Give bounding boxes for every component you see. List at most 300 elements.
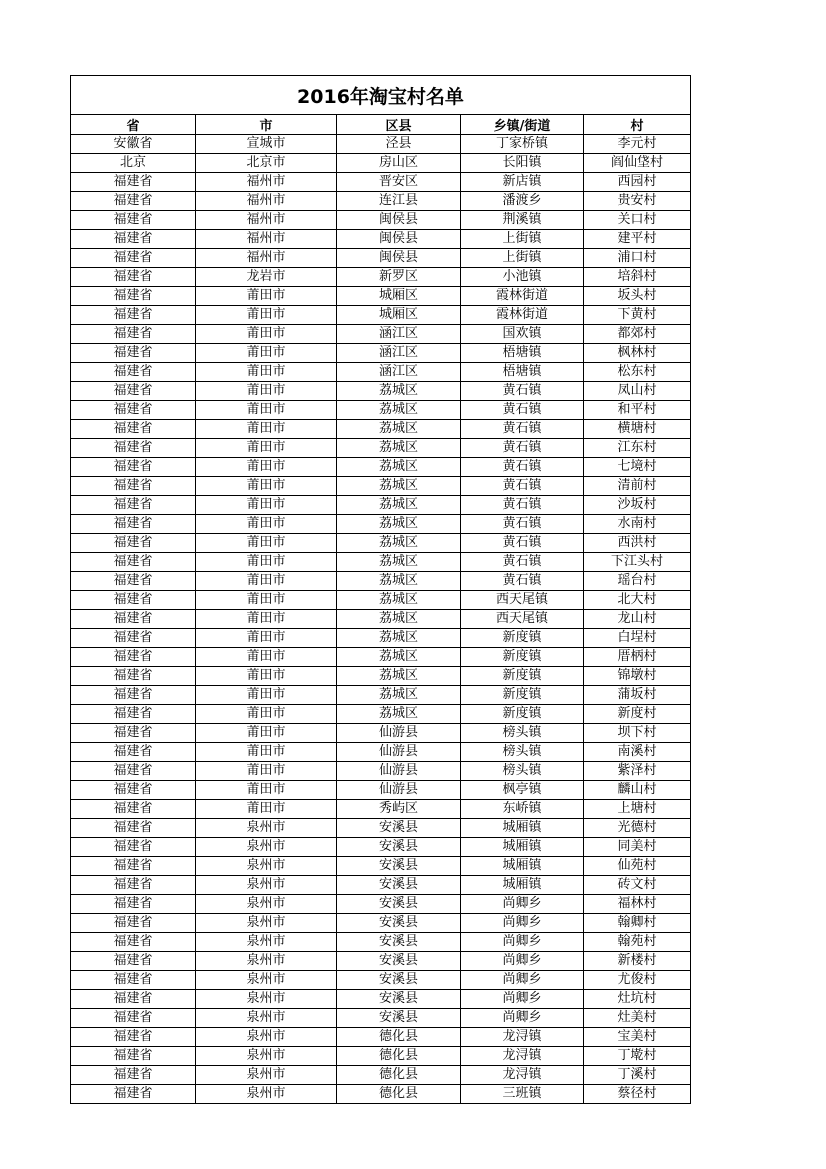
table-row (71, 743, 691, 762)
village-cell: 丁溪村 (584, 1066, 691, 1085)
village-cell: 下江头村 (584, 553, 691, 572)
province-cell: 福建省 (71, 914, 196, 933)
city-cell: 福州市 (196, 230, 337, 249)
city-cell: 泉州市 (196, 819, 337, 838)
village-cell: 坝下村 (584, 724, 691, 743)
village-cell: 江东村 (584, 439, 691, 458)
district-cell: 荔城区 (337, 382, 461, 401)
province-cell: 福建省 (71, 496, 196, 515)
village-cell: 坂头村 (584, 287, 691, 306)
district-cell: 安溪县 (337, 952, 461, 971)
table-row (71, 363, 691, 382)
table-row (71, 249, 691, 268)
town-cell: 尚卿乡 (461, 1009, 584, 1028)
city-cell: 泉州市 (196, 1066, 337, 1085)
province-cell: 福建省 (71, 363, 196, 382)
district-cell: 荔城区 (337, 610, 461, 629)
city-cell: 莆田市 (196, 534, 337, 553)
table-row (71, 534, 691, 553)
table-row (71, 838, 691, 857)
table-row (71, 458, 691, 477)
province-cell: 福建省 (71, 344, 196, 363)
city-cell: 北京市 (196, 154, 337, 173)
province-cell: 福建省 (71, 610, 196, 629)
village-cell: 水南村 (584, 515, 691, 534)
village-cell: 福林村 (584, 895, 691, 914)
town-cell: 黄石镇 (461, 496, 584, 515)
town-cell: 上街镇 (461, 230, 584, 249)
city-cell: 莆田市 (196, 496, 337, 515)
city-cell: 龙岩市 (196, 268, 337, 287)
province-cell: 福建省 (71, 1085, 196, 1104)
district-cell: 安溪县 (337, 990, 461, 1009)
table-row (71, 933, 691, 952)
city-cell: 泉州市 (196, 1047, 337, 1066)
province-cell: 福建省 (71, 838, 196, 857)
village-cell: 西洪村 (584, 534, 691, 553)
district-cell: 荔城区 (337, 401, 461, 420)
city-cell: 莆田市 (196, 420, 337, 439)
header-row (71, 115, 691, 135)
column-header-city: 市 (196, 115, 337, 135)
province-cell: 福建省 (71, 534, 196, 553)
province-cell: 福建省 (71, 211, 196, 230)
village-cell: 光德村 (584, 819, 691, 838)
town-cell: 黄石镇 (461, 401, 584, 420)
table-row (71, 173, 691, 192)
district-cell: 城厢区 (337, 306, 461, 325)
province-cell: 北京 (71, 154, 196, 173)
town-cell: 新度镇 (461, 648, 584, 667)
district-cell: 闽侯县 (337, 211, 461, 230)
district-cell: 安溪县 (337, 933, 461, 952)
town-cell: 黄石镇 (461, 420, 584, 439)
district-cell: 荔城区 (337, 686, 461, 705)
city-cell: 莆田市 (196, 439, 337, 458)
town-cell: 东峤镇 (461, 800, 584, 819)
district-cell: 荔城区 (337, 496, 461, 515)
town-cell: 枫亭镇 (461, 781, 584, 800)
village-cell: 白埕村 (584, 629, 691, 648)
table-row (71, 515, 691, 534)
district-cell: 荔城区 (337, 458, 461, 477)
table-row (71, 325, 691, 344)
district-cell: 仙游县 (337, 743, 461, 762)
city-cell: 莆田市 (196, 553, 337, 572)
table-row (71, 819, 691, 838)
village-cell: 翰卿村 (584, 914, 691, 933)
town-cell: 小池镇 (461, 268, 584, 287)
district-cell: 晋安区 (337, 173, 461, 192)
town-cell: 西天尾镇 (461, 591, 584, 610)
town-cell: 龙浔镇 (461, 1047, 584, 1066)
province-cell: 福建省 (71, 458, 196, 477)
table-row (71, 287, 691, 306)
district-cell: 城厢区 (337, 287, 461, 306)
village-cell: 瑶台村 (584, 572, 691, 591)
city-cell: 福州市 (196, 211, 337, 230)
town-cell: 黄石镇 (461, 572, 584, 591)
province-cell: 福建省 (71, 781, 196, 800)
town-cell: 上街镇 (461, 249, 584, 268)
district-cell: 荔城区 (337, 477, 461, 496)
district-cell: 荔城区 (337, 629, 461, 648)
city-cell: 莆田市 (196, 781, 337, 800)
province-cell: 福建省 (71, 1009, 196, 1028)
table-row (71, 667, 691, 686)
town-cell: 黄石镇 (461, 477, 584, 496)
province-cell: 福建省 (71, 895, 196, 914)
district-cell: 荔城区 (337, 591, 461, 610)
province-cell: 福建省 (71, 724, 196, 743)
province-cell: 福建省 (71, 667, 196, 686)
table-row (71, 952, 691, 971)
city-cell: 莆田市 (196, 591, 337, 610)
province-cell: 福建省 (71, 800, 196, 819)
village-cell: 龙山村 (584, 610, 691, 629)
city-cell: 莆田市 (196, 629, 337, 648)
district-cell: 荔城区 (337, 420, 461, 439)
village-cell: 建平村 (584, 230, 691, 249)
city-cell: 莆田市 (196, 572, 337, 591)
village-cell: 新度村 (584, 705, 691, 724)
city-cell: 莆田市 (196, 667, 337, 686)
city-cell: 泉州市 (196, 1085, 337, 1104)
table-row (71, 914, 691, 933)
district-cell: 安溪县 (337, 895, 461, 914)
village-cell: 枫林村 (584, 344, 691, 363)
table-row (71, 1028, 691, 1047)
district-cell: 闽侯县 (337, 230, 461, 249)
village-cell: 上塘村 (584, 800, 691, 819)
district-cell: 房山区 (337, 154, 461, 173)
town-cell: 榜头镇 (461, 762, 584, 781)
city-cell: 泉州市 (196, 971, 337, 990)
district-cell: 荔城区 (337, 439, 461, 458)
town-cell: 新度镇 (461, 705, 584, 724)
column-header-village: 村 (584, 115, 691, 135)
town-cell: 尚卿乡 (461, 933, 584, 952)
village-cell: 下黄村 (584, 306, 691, 325)
table-row (71, 1009, 691, 1028)
city-cell: 莆田市 (196, 705, 337, 724)
town-cell: 潘渡乡 (461, 192, 584, 211)
village-cell: 新楼村 (584, 952, 691, 971)
village-cell: 同美村 (584, 838, 691, 857)
table-row (71, 781, 691, 800)
city-cell: 莆田市 (196, 344, 337, 363)
town-cell: 霞林街道 (461, 306, 584, 325)
village-cell: 横塘村 (584, 420, 691, 439)
city-cell: 莆田市 (196, 306, 337, 325)
table-row (71, 1066, 691, 1085)
table-row (71, 572, 691, 591)
village-cell: 灶美村 (584, 1009, 691, 1028)
district-cell: 荔城区 (337, 534, 461, 553)
village-cell: 凤山村 (584, 382, 691, 401)
district-cell: 仙游县 (337, 762, 461, 781)
village-cell: 紫泽村 (584, 762, 691, 781)
district-cell: 德化县 (337, 1047, 461, 1066)
province-cell: 福建省 (71, 952, 196, 971)
table-row (71, 135, 691, 154)
table-row (71, 1047, 691, 1066)
village-cell: 关口村 (584, 211, 691, 230)
district-cell: 涵江区 (337, 344, 461, 363)
town-cell: 城厢镇 (461, 876, 584, 895)
province-cell: 福建省 (71, 743, 196, 762)
city-cell: 莆田市 (196, 648, 337, 667)
village-cell: 清前村 (584, 477, 691, 496)
province-cell: 福建省 (71, 173, 196, 192)
province-cell: 福建省 (71, 401, 196, 420)
district-cell: 仙游县 (337, 781, 461, 800)
town-cell: 龙浔镇 (461, 1028, 584, 1047)
city-cell: 莆田市 (196, 382, 337, 401)
table-row (71, 382, 691, 401)
province-cell: 福建省 (71, 553, 196, 572)
district-cell: 德化县 (337, 1085, 461, 1104)
table-row (71, 192, 691, 211)
table-row (71, 306, 691, 325)
province-cell: 福建省 (71, 572, 196, 591)
city-cell: 泉州市 (196, 895, 337, 914)
town-cell: 城厢镇 (461, 819, 584, 838)
village-cell: 厝柄村 (584, 648, 691, 667)
village-cell: 南溪村 (584, 743, 691, 762)
table-row (71, 876, 691, 895)
district-cell: 安溪县 (337, 819, 461, 838)
village-cell: 浦口村 (584, 249, 691, 268)
province-cell: 福建省 (71, 268, 196, 287)
district-cell: 德化县 (337, 1066, 461, 1085)
town-cell: 尚卿乡 (461, 895, 584, 914)
district-cell: 荔城区 (337, 667, 461, 686)
district-cell: 荔城区 (337, 515, 461, 534)
table-title: 2016年淘宝村名单 (71, 76, 691, 115)
province-cell: 福建省 (71, 1028, 196, 1047)
province-cell: 福建省 (71, 591, 196, 610)
village-cell: 北大村 (584, 591, 691, 610)
province-cell: 福建省 (71, 306, 196, 325)
province-cell: 福建省 (71, 287, 196, 306)
city-cell: 宣城市 (196, 135, 337, 154)
city-cell: 莆田市 (196, 610, 337, 629)
district-cell: 荔城区 (337, 553, 461, 572)
province-cell: 福建省 (71, 439, 196, 458)
city-cell: 莆田市 (196, 800, 337, 819)
table-row (71, 857, 691, 876)
province-cell: 福建省 (71, 1047, 196, 1066)
city-cell: 莆田市 (196, 363, 337, 382)
district-cell: 安溪县 (337, 914, 461, 933)
province-cell: 福建省 (71, 515, 196, 534)
town-cell: 榜头镇 (461, 743, 584, 762)
table-row (71, 344, 691, 363)
town-cell: 丁家桥镇 (461, 135, 584, 154)
town-cell: 国欢镇 (461, 325, 584, 344)
column-header-town: 乡镇/街道 (461, 115, 584, 135)
city-cell: 莆田市 (196, 724, 337, 743)
city-cell: 莆田市 (196, 401, 337, 420)
village-cell: 灶坑村 (584, 990, 691, 1009)
village-cell: 李元村 (584, 135, 691, 154)
table-row (71, 990, 691, 1009)
column-header-district: 区县 (337, 115, 461, 135)
town-cell: 三班镇 (461, 1085, 584, 1104)
city-cell: 福州市 (196, 249, 337, 268)
table-row (71, 610, 691, 629)
city-cell: 莆田市 (196, 458, 337, 477)
town-cell: 梧塘镇 (461, 344, 584, 363)
town-cell: 尚卿乡 (461, 952, 584, 971)
village-cell: 培斜村 (584, 268, 691, 287)
province-cell: 福建省 (71, 192, 196, 211)
table-row (71, 895, 691, 914)
town-cell: 新度镇 (461, 686, 584, 705)
district-cell: 安溪县 (337, 857, 461, 876)
town-cell: 黄石镇 (461, 458, 584, 477)
province-cell: 福建省 (71, 1066, 196, 1085)
table-row (71, 477, 691, 496)
table-row (71, 496, 691, 515)
village-cell: 西园村 (584, 173, 691, 192)
town-cell: 梧塘镇 (461, 363, 584, 382)
city-cell: 福州市 (196, 192, 337, 211)
village-cell: 贵安村 (584, 192, 691, 211)
province-cell: 福建省 (71, 648, 196, 667)
table-row (71, 1085, 691, 1104)
province-cell: 福建省 (71, 249, 196, 268)
district-cell: 闽侯县 (337, 249, 461, 268)
village-cell: 丁墘村 (584, 1047, 691, 1066)
town-cell: 黄石镇 (461, 534, 584, 553)
village-cell: 七境村 (584, 458, 691, 477)
province-cell: 福建省 (71, 990, 196, 1009)
province-cell: 福建省 (71, 933, 196, 952)
city-cell: 泉州市 (196, 990, 337, 1009)
table-row (71, 439, 691, 458)
town-cell: 城厢镇 (461, 857, 584, 876)
town-cell: 城厢镇 (461, 838, 584, 857)
district-cell: 德化县 (337, 1028, 461, 1047)
town-cell: 尚卿乡 (461, 914, 584, 933)
district-cell: 安溪县 (337, 838, 461, 857)
table-row (71, 591, 691, 610)
village-cell: 沙坂村 (584, 496, 691, 515)
district-cell: 安溪县 (337, 1009, 461, 1028)
table-row (71, 800, 691, 819)
table-row (71, 705, 691, 724)
town-cell: 霞林街道 (461, 287, 584, 306)
city-cell: 泉州市 (196, 933, 337, 952)
town-cell: 新度镇 (461, 667, 584, 686)
table-row (71, 686, 691, 705)
province-cell: 福建省 (71, 762, 196, 781)
city-cell: 泉州市 (196, 952, 337, 971)
city-cell: 莆田市 (196, 686, 337, 705)
province-cell: 福建省 (71, 230, 196, 249)
province-cell: 福建省 (71, 819, 196, 838)
table-row (71, 154, 691, 173)
province-cell: 福建省 (71, 325, 196, 344)
town-cell: 黄石镇 (461, 515, 584, 534)
village-cell: 蒲坂村 (584, 686, 691, 705)
province-cell: 福建省 (71, 705, 196, 724)
city-cell: 莆田市 (196, 325, 337, 344)
city-cell: 福州市 (196, 173, 337, 192)
province-cell: 福建省 (71, 382, 196, 401)
district-cell: 泾县 (337, 135, 461, 154)
city-cell: 莆田市 (196, 743, 337, 762)
district-cell: 荔城区 (337, 572, 461, 591)
table-row (71, 648, 691, 667)
district-cell: 连江县 (337, 192, 461, 211)
city-cell: 泉州市 (196, 857, 337, 876)
city-cell: 莆田市 (196, 287, 337, 306)
table-row (71, 420, 691, 439)
town-cell: 荆溪镇 (461, 211, 584, 230)
city-cell: 莆田市 (196, 477, 337, 496)
city-cell: 泉州市 (196, 876, 337, 895)
village-cell: 尤俊村 (584, 971, 691, 990)
town-cell: 黄石镇 (461, 553, 584, 572)
table-row (71, 230, 691, 249)
city-cell: 泉州市 (196, 1028, 337, 1047)
village-cell: 宝美村 (584, 1028, 691, 1047)
town-cell: 新度镇 (461, 629, 584, 648)
district-cell: 新罗区 (337, 268, 461, 287)
city-cell: 莆田市 (196, 762, 337, 781)
province-cell: 福建省 (71, 477, 196, 496)
table-row (71, 629, 691, 648)
town-cell: 黄石镇 (461, 382, 584, 401)
province-cell: 安徽省 (71, 135, 196, 154)
table-row (71, 762, 691, 781)
province-cell: 福建省 (71, 971, 196, 990)
district-cell: 仙游县 (337, 724, 461, 743)
village-cell: 仙苑村 (584, 857, 691, 876)
province-cell: 福建省 (71, 686, 196, 705)
district-cell: 安溪县 (337, 876, 461, 895)
town-cell: 新店镇 (461, 173, 584, 192)
district-cell: 安溪县 (337, 971, 461, 990)
village-cell: 阎仙垡村 (584, 154, 691, 173)
table-row (71, 211, 691, 230)
town-cell: 龙浔镇 (461, 1066, 584, 1085)
column-header-province: 省 (71, 115, 196, 135)
city-cell: 泉州市 (196, 1009, 337, 1028)
table-row (71, 553, 691, 572)
village-cell: 蔡径村 (584, 1085, 691, 1104)
city-cell: 泉州市 (196, 838, 337, 857)
table-row (71, 724, 691, 743)
town-cell: 榜头镇 (461, 724, 584, 743)
town-cell: 尚卿乡 (461, 990, 584, 1009)
town-cell: 西天尾镇 (461, 610, 584, 629)
village-cell: 砖文村 (584, 876, 691, 895)
village-cell: 松东村 (584, 363, 691, 382)
district-cell: 荔城区 (337, 648, 461, 667)
city-cell: 泉州市 (196, 914, 337, 933)
district-cell: 涵江区 (337, 325, 461, 344)
village-cell: 都郊村 (584, 325, 691, 344)
city-cell: 莆田市 (196, 515, 337, 534)
table-row (71, 268, 691, 287)
district-cell: 荔城区 (337, 705, 461, 724)
province-cell: 福建省 (71, 857, 196, 876)
village-cell: 和平村 (584, 401, 691, 420)
